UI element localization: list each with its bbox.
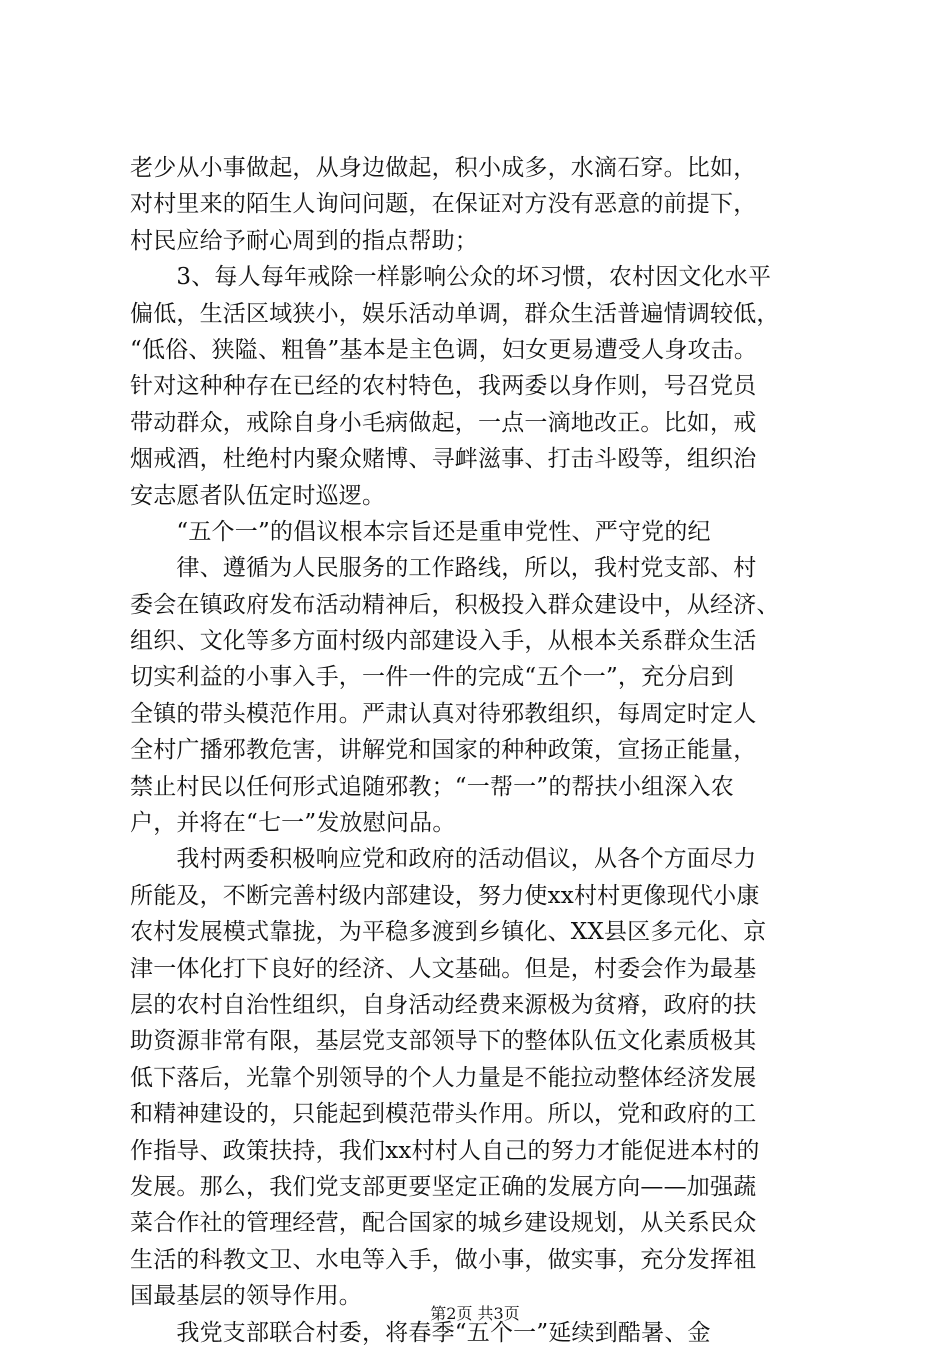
text-line: 户，并将在“七一”发放慰问品。	[130, 810, 456, 837]
text-line: 全村广播邪教危害，讲解党和国家的种种政策，宣扬正能量，	[130, 737, 757, 764]
text-line: 低下落后，光靠个别领导的个人力量是不能拉动整体经济发展	[130, 1064, 757, 1091]
text-line: 针对这种种存在已经的农村特色，我两委以身作则，号召党员	[130, 373, 757, 400]
text-line: 全镇的带头模范作用。严肃认真对待邪教组织，每周定时定人	[130, 700, 757, 727]
text-line: 切实利益的小事入手，一件一件的完成“五个一”，充分启到	[130, 664, 734, 691]
text-line: 委会在镇政府发布活动精神后，积极投入群众建设中，从经济、	[130, 591, 780, 618]
text-line: 作指导、政策扶持，我们xx村村人自己的努力才能促进本村的	[130, 1137, 760, 1164]
text-line: 国最基层的领导作用。	[130, 1283, 362, 1310]
text-line: 安志愿者队伍定时巡逻。	[130, 482, 386, 509]
text-line: 层的农村自治性组织，自身活动经费来源极为贫瘠，政府的扶	[130, 991, 757, 1018]
text-line: 律、遵循为人民服务的工作路线，所以，我村党支部、村	[130, 555, 757, 582]
text-line: 组织、文化等多方面村级内部建设入手，从根本关系群众生活	[130, 628, 757, 655]
text-line: 3、每人每年戒除一样影响公众的坏习惯，农村因文化水平	[130, 264, 772, 291]
text-line: 偏低，生活区域狭小，娱乐活动单调，群众生活普遍情调较低，	[130, 300, 780, 327]
document-body	[130, 150, 835, 1351]
text-line: 我党支部联合村委，将春季“五个一”延续到酷暑、金	[130, 1319, 711, 1346]
text-line: 我村两委积极响应党和政府的活动倡议，从各个方面尽力	[130, 846, 757, 873]
text-line: 禁止村民以任何形式追随邪教；“一帮一”的帮扶小组深入农	[130, 773, 734, 800]
text-line: 村民应给予耐心周到的指点帮助；	[130, 227, 478, 254]
text-line: 所能及，不断完善村级内部建设，努力使xx村村更像现代小康	[130, 882, 760, 909]
text-line: 和精神建设的，只能起到模范带头作用。所以，党和政府的工	[130, 1101, 757, 1128]
text-line: 老少从小事做起，从身边做起，积小成多，水滴石穿。比如，	[130, 155, 757, 181]
text-line: 津一体化打下良好的经济、人文基础。但是，村委会作为最基	[130, 955, 757, 982]
text-line: “五个一”的倡议根本宗旨还是重申党性、严守党的纪	[130, 518, 711, 545]
text-line: 助资源非常有限，基层党支部领导下的整体队伍文化素质极其	[130, 1028, 757, 1055]
text-line: 农村发展模式靠拢，为平稳多渡到乡镇化、XX县区多元化、京	[130, 919, 767, 946]
text-line: 发展。那么，我们党支部更要坚定正确的发展方向——加强蔬	[130, 1173, 757, 1200]
text-line: 菜合作社的管理经营，配合国家的城乡建设规划，从关系民众	[130, 1210, 757, 1237]
page-footer: 第2页 共3页	[430, 1304, 520, 1323]
text-line: 对村里来的陌生人询问问题，在保证对方没有恶意的前提下，	[130, 191, 757, 218]
text-line: 烟戒酒，杜绝村内聚众赌博、寻衅滋事、打击斗殴等，组织治	[130, 446, 757, 473]
text-line: 带动群众，戒除自身小毛病做起，一点一滴地改正。比如，戒	[130, 409, 757, 436]
text-line: 生活的科教文卫、水电等入手，做小事，做实事，充分发挥祖	[130, 1246, 757, 1273]
text-line: “低俗、狭隘、粗鲁”基本是主色调，妇女更易遭受人身攻击。	[130, 336, 758, 363]
